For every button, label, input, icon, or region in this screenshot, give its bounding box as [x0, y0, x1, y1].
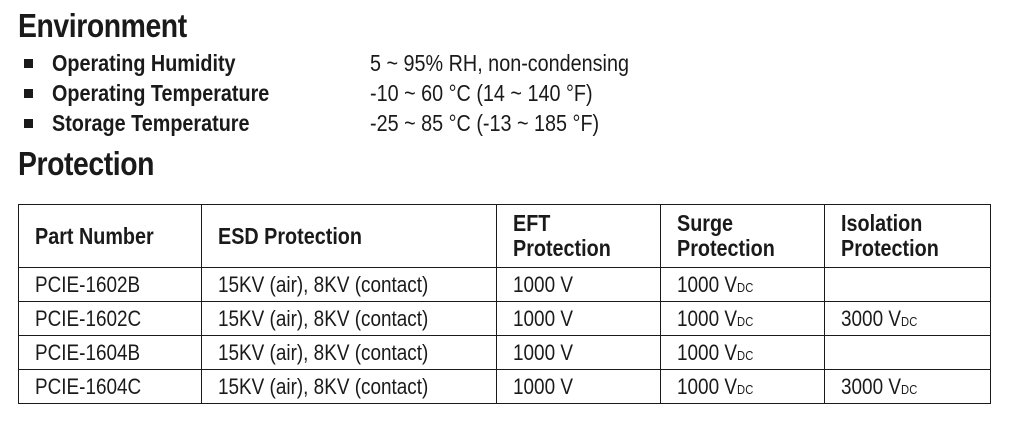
isolation-value: 3000 V — [841, 305, 901, 331]
square-bullet-icon — [24, 119, 33, 128]
isolation-cell — [825, 370, 991, 404]
surge-value: 1000 V — [677, 339, 737, 365]
isolation-cell — [825, 302, 991, 336]
surge-cell — [661, 370, 825, 404]
env-label: Operating Humidity — [52, 50, 236, 76]
eft-cell: 1000 V — [497, 302, 661, 336]
dc-unit: DC — [736, 381, 754, 397]
col-header-surge: Surge Protection — [661, 205, 825, 268]
part-number-cell: PCIE-1602C — [19, 302, 202, 336]
isolation-value: 3000 V — [841, 373, 901, 399]
table-row — [19, 268, 991, 302]
env-label: Storage Temperature — [52, 110, 250, 136]
env-value: -10 ~ 60 °C (14 ~ 140 °F) — [370, 80, 593, 106]
dc-unit: DC — [736, 313, 754, 329]
table-header-row — [19, 205, 991, 268]
protection-heading: Protection — [18, 145, 155, 182]
part-number-cell: PCIE-1604B — [19, 336, 202, 370]
part-number-cell: PCIE-1602B — [19, 268, 202, 302]
dc-unit: DC — [900, 381, 918, 397]
environment-list — [18, 48, 993, 138]
esd-cell: 15KV (air), 8KV (contact) — [202, 302, 497, 336]
list-item — [18, 48, 993, 78]
col-header-part-number: Part Number — [19, 205, 202, 268]
dc-unit: DC — [900, 313, 918, 329]
square-bullet-icon — [24, 89, 33, 98]
list-item — [18, 78, 993, 108]
env-value: 5 ~ 95% RH, non-condensing — [370, 50, 629, 76]
table-row — [19, 370, 991, 404]
table-row — [19, 336, 991, 370]
dc-unit: DC — [736, 279, 754, 295]
surge-cell — [661, 336, 825, 370]
environment-heading: Environment — [18, 7, 187, 44]
eft-cell: 1000 V — [497, 268, 661, 302]
table-row — [19, 302, 991, 336]
col-header-eft: EFT Protection — [497, 205, 661, 268]
col-header-esd: ESD Protection — [202, 205, 497, 268]
protection-table — [18, 204, 991, 404]
esd-cell: 15KV (air), 8KV (contact) — [202, 268, 497, 302]
col-header-isolation: Isolation Protection — [825, 205, 991, 268]
eft-cell: 1000 V — [497, 370, 661, 404]
surge-value: 1000 V — [677, 271, 737, 297]
square-bullet-icon — [24, 59, 33, 68]
eft-cell: 1000 V — [497, 336, 661, 370]
surge-cell — [661, 268, 825, 302]
isolation-cell — [825, 336, 991, 370]
dc-unit: DC — [736, 347, 754, 363]
surge-value: 1000 V — [677, 305, 737, 331]
isolation-cell — [825, 268, 991, 302]
part-number-cell: PCIE-1604C — [19, 370, 202, 404]
env-value: -25 ~ 85 °C (-13 ~ 185 °F) — [370, 110, 600, 136]
surge-value: 1000 V — [677, 373, 737, 399]
esd-cell: 15KV (air), 8KV (contact) — [202, 336, 497, 370]
surge-cell — [661, 302, 825, 336]
esd-cell: 15KV (air), 8KV (contact) — [202, 370, 497, 404]
spec-sheet — [18, 6, 993, 399]
env-label: Operating Temperature — [52, 80, 270, 106]
list-item — [18, 108, 993, 138]
